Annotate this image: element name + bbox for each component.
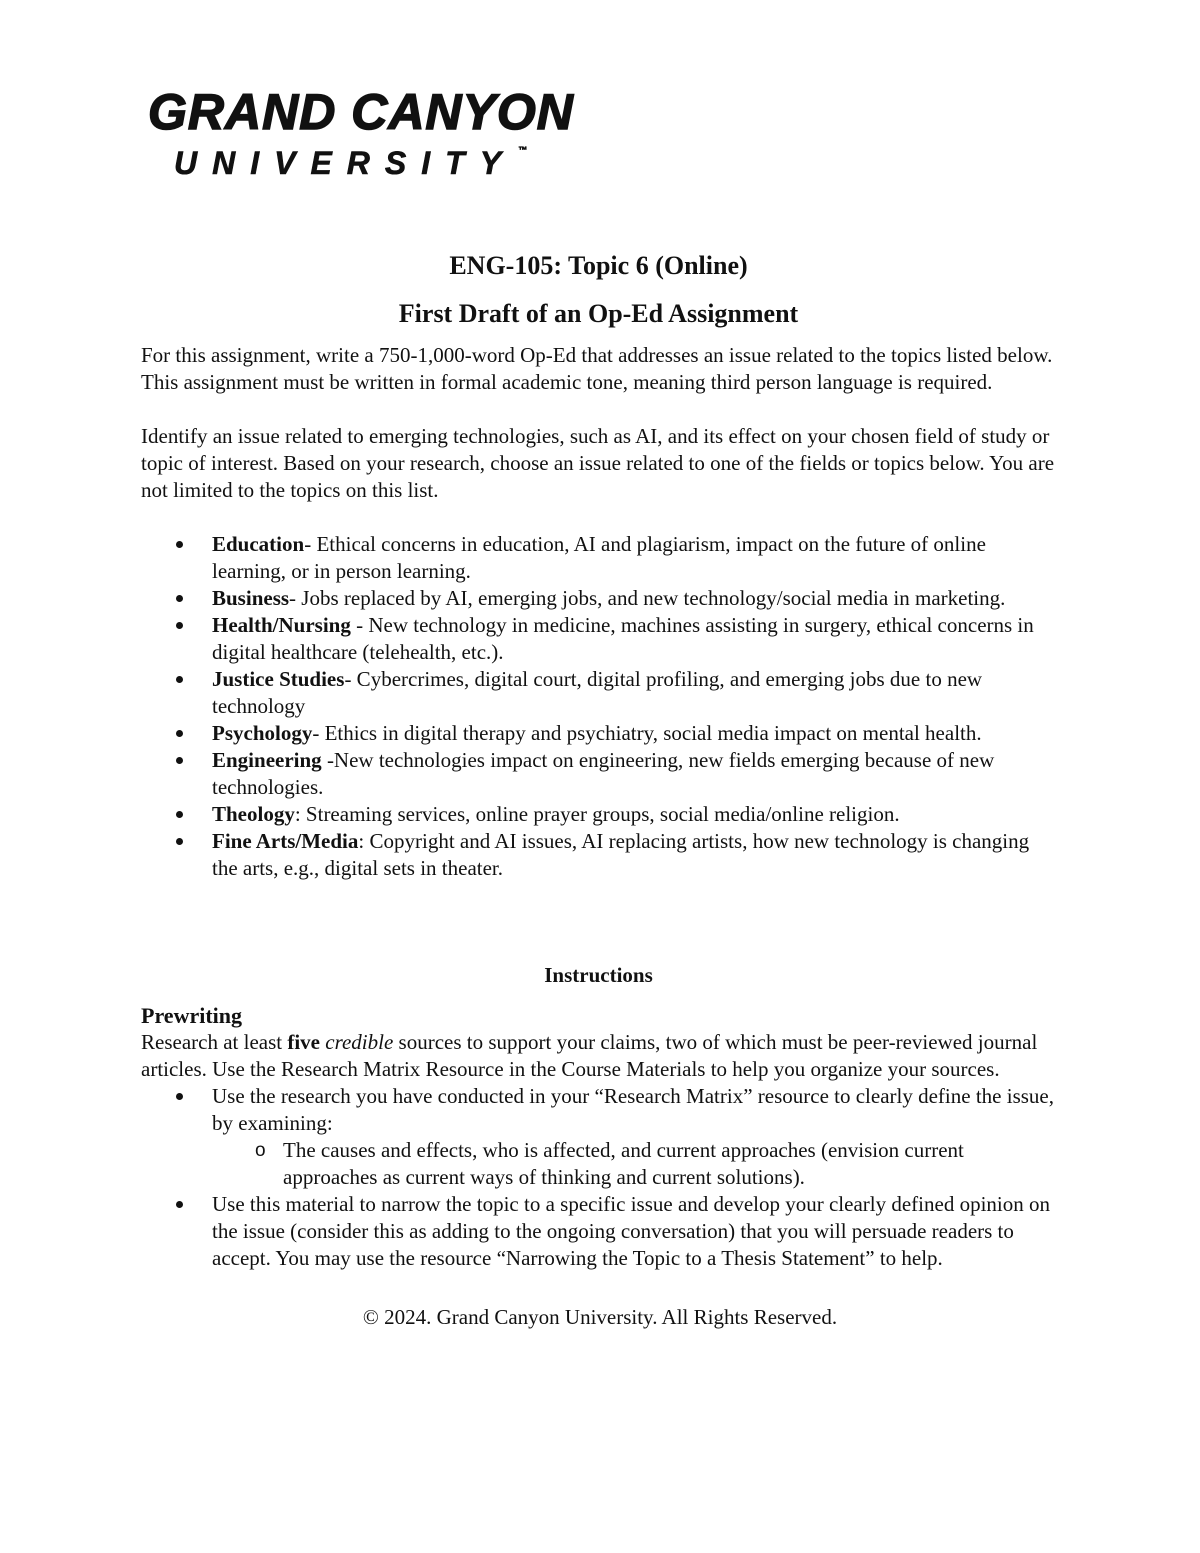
document-subtitle: First Draft of an Op-Ed Assignment: [398, 299, 799, 328]
list-item: Use this material to narrow the topic to a specific issue and develop your clearly defined opinion on the issue (consider this as adding to the ongoing conversation) that you will persuade readers to accept. You may use the resource “Narrowing the Topic to a Thesis Statement” to help.: [141, 1191, 1056, 1272]
topic-term: Health/Nursing: [212, 613, 351, 637]
topic-description: : Copyright and AI issues, AI replacing artists, how new technology is changing the arts, e.g., digital sets in theater.: [212, 829, 1030, 880]
copyright-footer: © 2024. Grand Canyon University. All Rights Reserved.: [362, 1305, 838, 1329]
topic-description: - Ethics in digital therapy and psychiatry, social media impact on mental health.: [312, 721, 982, 745]
topic-term: Fine Arts/Media: [212, 829, 359, 853]
topic-term: Engineering: [212, 748, 322, 772]
bullet-text: Use the research you have conducted in your “Research Matrix” resource to clearly define the issue, by examining:: [212, 1084, 1054, 1135]
list-item: [141, 1083, 1056, 1191]
topic-term: Justice Studies: [212, 667, 345, 691]
topic-item: [141, 801, 1056, 828]
sub-list: [141, 1137, 1056, 1191]
topic-description: -New technologies impact on engineering, new fields emerging because of new technologies.: [212, 748, 995, 799]
topic-term: Education: [212, 532, 305, 556]
topic-item: [141, 828, 1056, 882]
prewriting-paragraph: [141, 1029, 1056, 1083]
logo-line1: GRAND CANYON: [148, 84, 574, 140]
topic-description: - Cybercrimes, digital court, digital profiling, and emerging jobs due to new technology: [212, 667, 983, 718]
identify-paragraph: Identify an issue related to emerging technologies, such as AI, and its effect on your chosen field of study or topic of interest. Based on your research, choose an issue related to one of the fields or topics below. You are not limited to the topics on this list.: [141, 424, 1055, 502]
topic-item: [141, 747, 1056, 801]
topic-item: [141, 720, 1056, 747]
document-title: ENG-105: Topic 6 (Online): [449, 251, 748, 280]
topic-description: - New technology in medicine, machines assisting in surgery, ethical concerns in digital healthcare (telehealth, etc.).: [212, 613, 1034, 664]
topic-list: [141, 531, 1056, 882]
instructions-heading: Instructions: [544, 963, 653, 987]
document-body: [141, 250, 1056, 1371]
topic-item: [141, 612, 1056, 666]
topic-description: - Jobs replaced by AI, emerging jobs, and new technology/social media in marketing.: [289, 586, 1006, 610]
prewriting-bold: five: [287, 1030, 320, 1054]
logo-line2-text: UNIVERSITY: [174, 145, 517, 181]
prewriting-italic: credible: [325, 1030, 394, 1054]
topic-item: [141, 585, 1056, 612]
topic-item: [141, 666, 1056, 720]
intro-paragraph: For this assignment, write a 750-1,000-word Op-Ed that addresses an issue related to the topics listed below. This assignment must be written in formal academic tone, meaning third person language is required.: [141, 343, 1053, 394]
university-logo: [148, 84, 588, 182]
prewriting-heading: Prewriting: [141, 1003, 243, 1028]
trademark: ™: [518, 145, 528, 155]
prewriting-text-1: Research at least: [141, 1030, 288, 1054]
topic-description: - Ethical concerns in education, AI and plagiarism, impact on the future of online learning, or in person learning.: [212, 532, 986, 583]
topic-term: Psychology: [212, 721, 313, 745]
topic-description: : Streaming services, online prayer groups, social media/online religion.: [294, 802, 900, 826]
sub-list-item: o The causes and effects, who is affected, and current approaches (envision current approaches as current ways of thinking and current solutions).: [141, 1137, 1056, 1191]
logo-line2: [174, 144, 588, 182]
prewriting-list: [141, 1083, 1056, 1272]
topic-term: Theology: [212, 802, 295, 826]
topic-term: Business: [212, 586, 290, 610]
topic-item: [141, 531, 1056, 585]
prewriting-text-2: sources to support your claims, two of which must be peer-reviewed journal articles. Use the Research Matrix Resource in the Course Materials to help you organize your sources.: [141, 1030, 1038, 1081]
